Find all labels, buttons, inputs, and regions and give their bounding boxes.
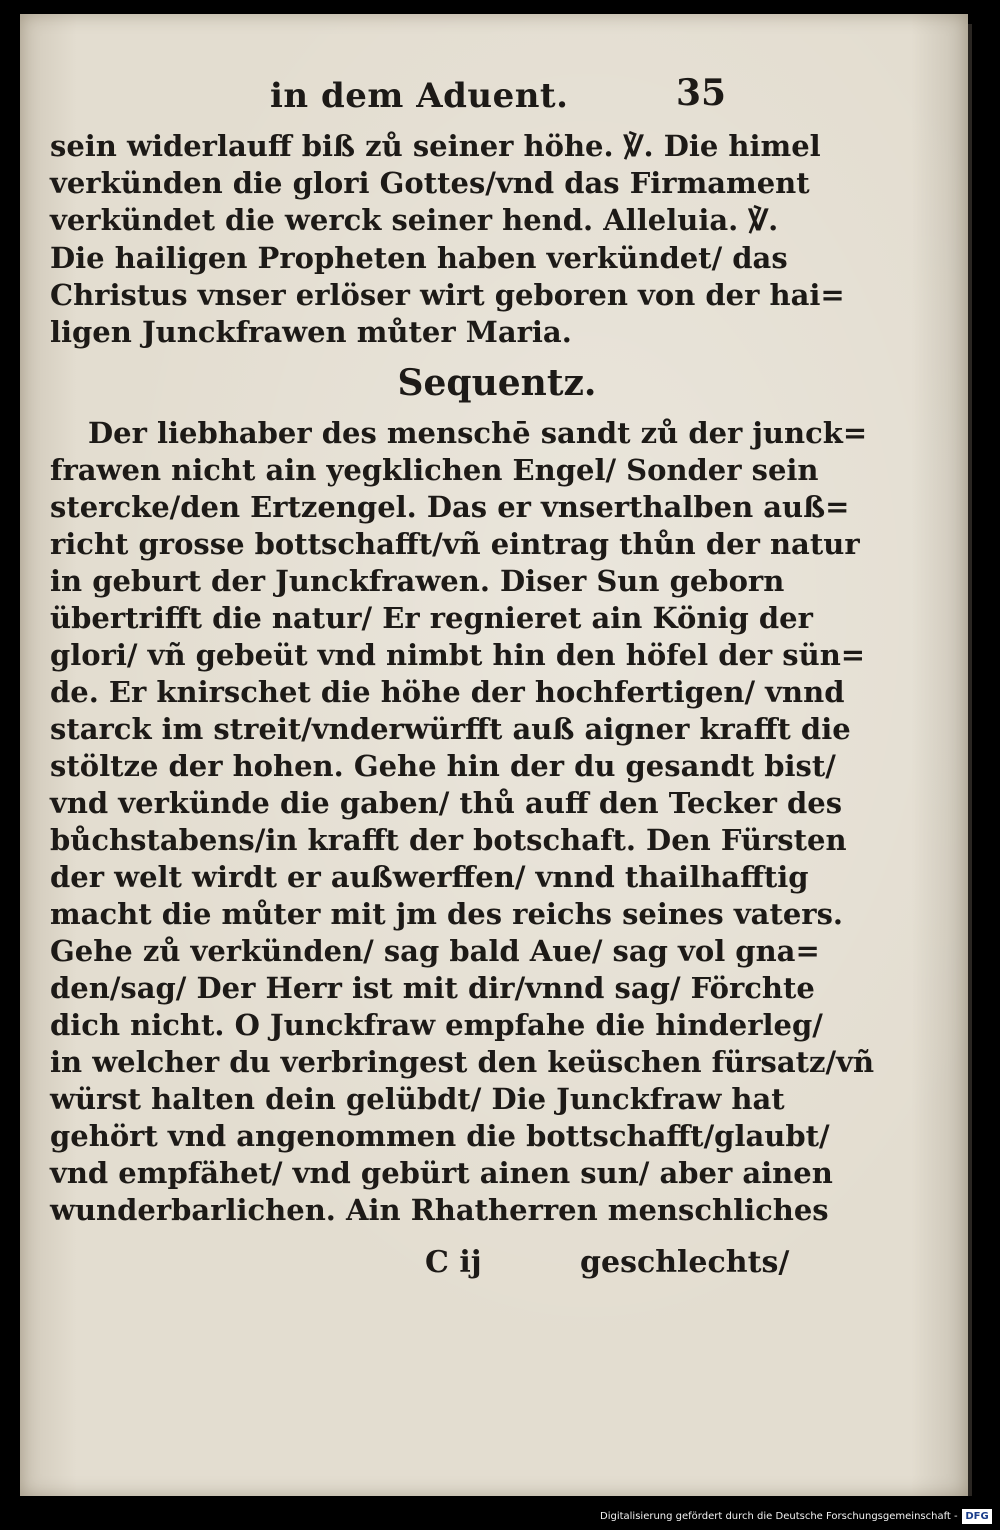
text-line: Der liebhaber des menschē sandt zů der junck= [88,416,868,450]
digitization-credit: Digitalisierung gefördert durch die Deutsche Forschungsgemeinschaft - [600,1511,958,1522]
text-line: gehört vnd angenommen die bottschafft/glaubt/ [50,1119,830,1153]
signature-mark: C ij [425,1245,482,1280]
text-line: Gehe zů verkünden/ sag bald Aue/ sag vol gna= [50,934,820,968]
text-line: dich nicht. O Junckfraw empfahe die hinderleg/ [50,1008,823,1042]
text-line: macht die můter mit jm des reichs seines vaters. [50,897,844,931]
running-head: in dem Aduent. [270,76,569,116]
text-line: in geburt der Junckfrawen. Diser Sun geborn [50,564,785,598]
text-line: Christus vnser erlöser wirt geboren von der hai= [50,278,845,312]
text-line: starck im streit/vnderwürfft auß aigner krafft die [50,712,851,746]
text-line: wunderbarlichen. Ain Rhatherren menschliches [50,1193,829,1227]
catchword: geschlechts/ [580,1245,790,1280]
page-number: 35 [676,72,727,114]
text-line: ligen Junckfrawen můter Maria. [50,315,572,349]
text-line: glori/ vñ gebeüt vnd nimbt hin den höfel der sün= [50,638,866,672]
text-line: bůchstabens/in krafft der botschaft. Den Fürsten [50,823,847,857]
text-line: richt grosse bottschafft/vñ eintrag thůn der natur [50,527,860,561]
text-line: de. Er knirschet die höhe der hochfertigen/ vnnd [50,675,845,709]
text-line: stöltze der hohen. Gehe hin der du gesandt bist/ [50,749,836,783]
text-line: Die hailigen Propheten haben verkündet/ das [50,241,788,275]
page-edge [968,24,972,1496]
text-line: sein widerlauff biß zů seiner höhe. ℣. Die himel [50,129,821,163]
text-line: den/sag/ Der Herr ist mit dir/vnnd sag/ Förchte [50,971,815,1005]
text-line: übertrifft die natur/ Er regnieret ain König der [50,601,813,635]
text-line: der welt wirdt er außwerffen/ vnnd thailhafftig [50,860,809,894]
text-line: stercke/den Ertzengel. Das er vnserthalben auß= [50,490,850,524]
text-line: vnd empfähet/ vnd gebürt ainen sun/ aber ainen [50,1156,833,1190]
text-line: würst halten dein gelübdt/ Die Junckfraw hat [50,1082,785,1116]
text-line: verkünden die glori Gottes/vnd das Firmament [50,166,810,200]
text-line: in welcher du verbringest den keüschen fürsatz/vñ [50,1045,875,1079]
text-line: vnd verkünde die gaben/ thů auff den Tecker des [50,786,843,820]
dfg-logo: DFG [962,1509,992,1524]
section-heading: Sequentz. [397,362,597,404]
text-line: frawen nicht ain yegklichen Engel/ Sonder sein [50,453,819,487]
text-line: verkündet die werck seiner hend. Alleluia. ℣. [50,203,779,237]
